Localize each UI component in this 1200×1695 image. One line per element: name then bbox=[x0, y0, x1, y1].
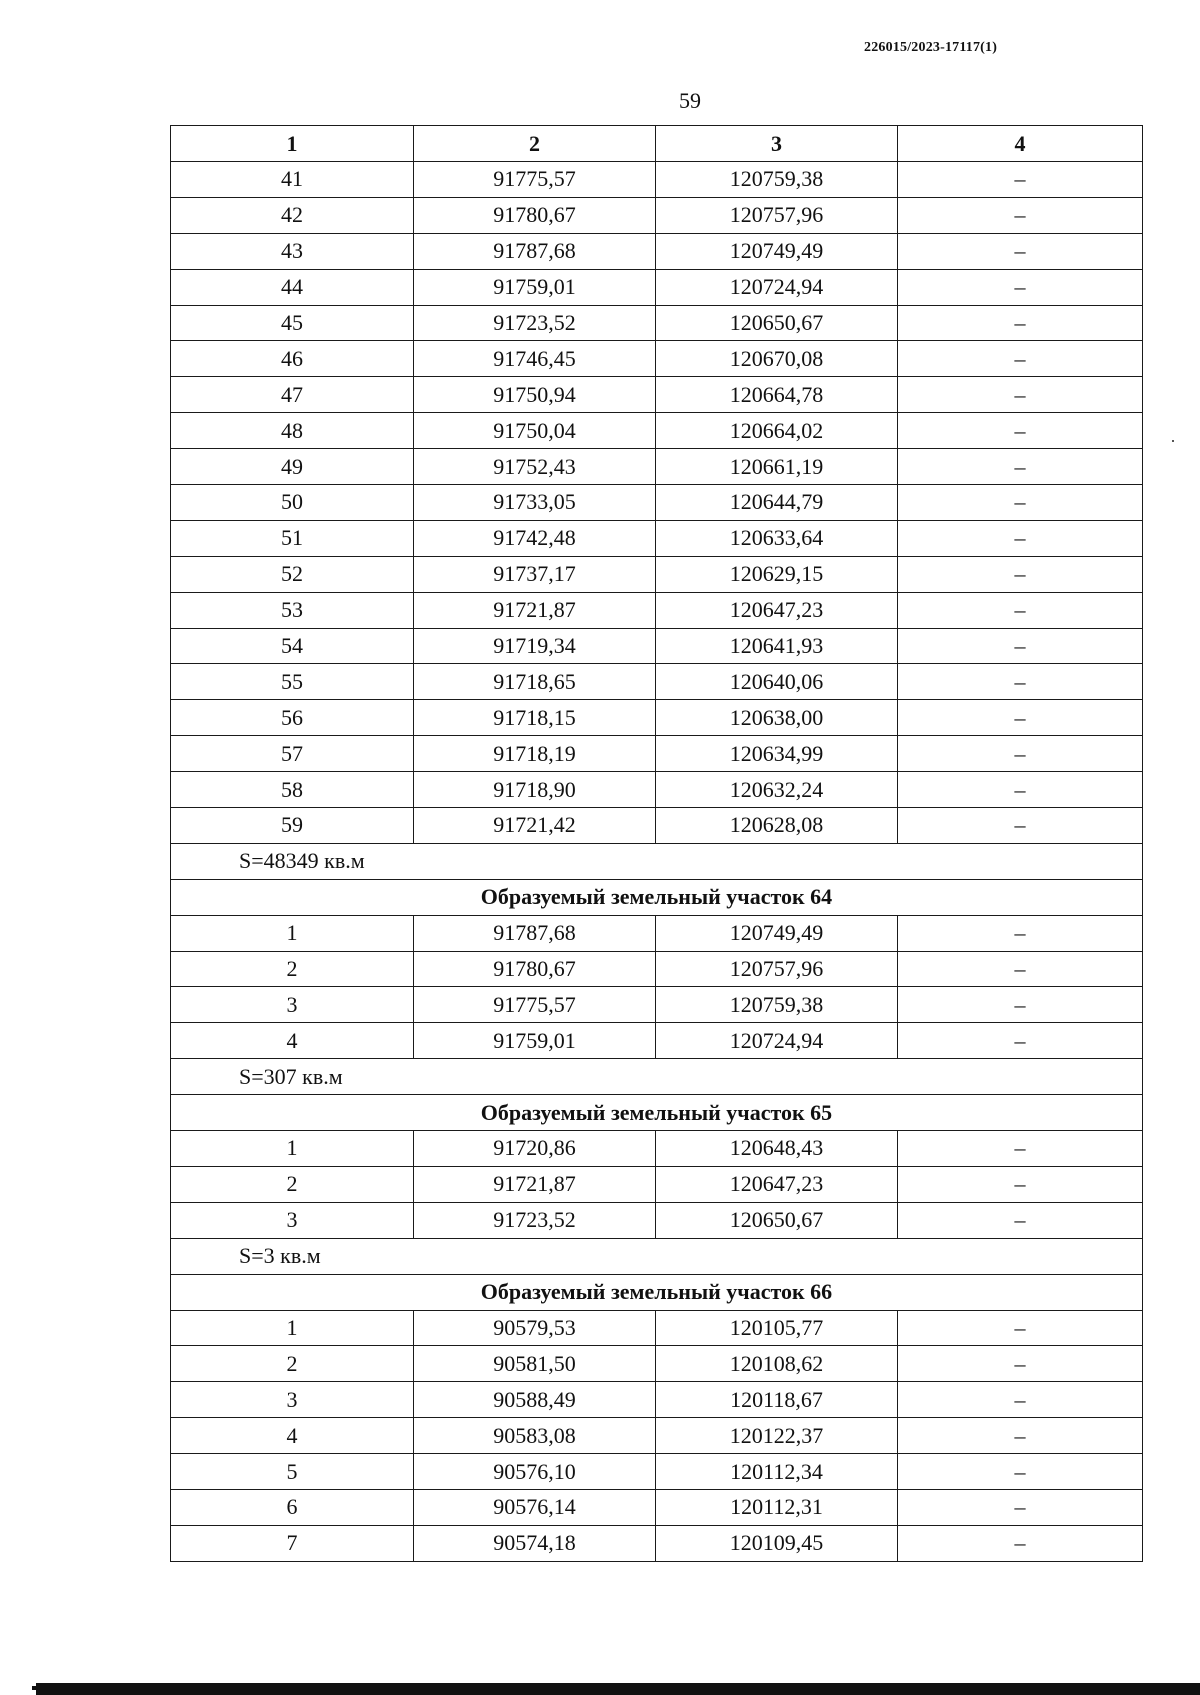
coordinate-y: 120632,24 bbox=[656, 772, 898, 808]
table-row bbox=[171, 1202, 1143, 1238]
coordinate-x: 91737,17 bbox=[414, 556, 656, 592]
coordinate-y: 120724,94 bbox=[656, 1023, 898, 1059]
table-row bbox=[171, 592, 1143, 628]
note-cell: – bbox=[898, 1166, 1143, 1202]
note-cell: – bbox=[898, 197, 1143, 233]
area-row bbox=[171, 843, 1143, 879]
note-cell: – bbox=[898, 1346, 1143, 1382]
note-cell: – bbox=[898, 1023, 1143, 1059]
column-header: 4 bbox=[898, 126, 1143, 162]
coordinate-x: 91718,19 bbox=[414, 736, 656, 772]
area-row bbox=[171, 1238, 1143, 1274]
point-number: 47 bbox=[171, 377, 414, 413]
coordinate-y: 120634,99 bbox=[656, 736, 898, 772]
table-row bbox=[171, 808, 1143, 844]
point-number: 43 bbox=[171, 233, 414, 269]
point-number: 57 bbox=[171, 736, 414, 772]
table-row bbox=[171, 197, 1143, 233]
coordinate-y: 120757,96 bbox=[656, 197, 898, 233]
point-number: 58 bbox=[171, 772, 414, 808]
coordinate-x: 91746,45 bbox=[414, 341, 656, 377]
point-number: 2 bbox=[171, 1346, 414, 1382]
point-number: 50 bbox=[171, 485, 414, 521]
table-row bbox=[171, 233, 1143, 269]
scan-bottom-edge bbox=[36, 1683, 1200, 1695]
note-cell: – bbox=[898, 485, 1143, 521]
point-number: 2 bbox=[171, 1166, 414, 1202]
coordinate-x: 91720,86 bbox=[414, 1131, 656, 1167]
table-row bbox=[171, 162, 1143, 198]
point-number: 49 bbox=[171, 449, 414, 485]
coordinate-x: 91733,05 bbox=[414, 485, 656, 521]
table-row bbox=[171, 305, 1143, 341]
table-row bbox=[171, 1418, 1143, 1454]
coordinate-y: 120650,67 bbox=[656, 1202, 898, 1238]
column-header: 1 bbox=[171, 126, 414, 162]
section-title: Образуемый земельный участок 64 bbox=[171, 879, 1143, 915]
point-number: 42 bbox=[171, 197, 414, 233]
section-title-row bbox=[171, 1095, 1143, 1131]
coordinate-x: 91721,87 bbox=[414, 592, 656, 628]
column-header: 2 bbox=[414, 126, 656, 162]
point-number: 6 bbox=[171, 1489, 414, 1525]
section-title: Образуемый земельный участок 65 bbox=[171, 1095, 1143, 1131]
coordinate-x: 91719,34 bbox=[414, 628, 656, 664]
table-row bbox=[171, 1131, 1143, 1167]
table-header-row bbox=[171, 126, 1143, 162]
area-value: S=3 кв.м bbox=[171, 1238, 1143, 1274]
coordinate-y: 120647,23 bbox=[656, 1166, 898, 1202]
table-body bbox=[171, 162, 1143, 1562]
coordinate-y: 120638,00 bbox=[656, 700, 898, 736]
table-row bbox=[171, 1346, 1143, 1382]
table-row bbox=[171, 951, 1143, 987]
table-row bbox=[171, 1489, 1143, 1525]
point-number: 1 bbox=[171, 1131, 414, 1167]
note-cell: – bbox=[898, 1202, 1143, 1238]
coordinate-x: 91787,68 bbox=[414, 915, 656, 951]
table-row bbox=[171, 628, 1143, 664]
point-number: 45 bbox=[171, 305, 414, 341]
table-row bbox=[171, 987, 1143, 1023]
note-cell: – bbox=[898, 1131, 1143, 1167]
point-number: 56 bbox=[171, 700, 414, 736]
point-number: 1 bbox=[171, 1310, 414, 1346]
document-number: 226015/2023-17117(1) bbox=[864, 40, 998, 55]
coordinate-x: 91775,57 bbox=[414, 987, 656, 1023]
note-cell: – bbox=[898, 162, 1143, 198]
point-number: 46 bbox=[171, 341, 414, 377]
note-cell: – bbox=[898, 1454, 1143, 1490]
point-number: 52 bbox=[171, 556, 414, 592]
note-cell: – bbox=[898, 556, 1143, 592]
area-row bbox=[171, 1059, 1143, 1095]
scan-speck bbox=[1172, 440, 1174, 442]
coordinate-y: 120112,34 bbox=[656, 1454, 898, 1490]
coordinate-x: 91775,57 bbox=[414, 162, 656, 198]
note-cell: – bbox=[898, 1310, 1143, 1346]
table-row bbox=[171, 449, 1143, 485]
coordinate-y: 120112,31 bbox=[656, 1489, 898, 1525]
table-row bbox=[171, 915, 1143, 951]
coordinate-x: 91759,01 bbox=[414, 1023, 656, 1059]
coordinate-y: 120749,49 bbox=[656, 915, 898, 951]
table-row bbox=[171, 413, 1143, 449]
coordinate-y: 120641,93 bbox=[656, 628, 898, 664]
note-cell: – bbox=[898, 1382, 1143, 1418]
table-row bbox=[171, 1525, 1143, 1561]
point-number: 53 bbox=[171, 592, 414, 628]
coordinate-y: 120647,23 bbox=[656, 592, 898, 628]
note-cell: – bbox=[898, 377, 1143, 413]
coordinate-x: 91742,48 bbox=[414, 520, 656, 556]
column-header: 3 bbox=[656, 126, 898, 162]
coordinate-y: 120105,77 bbox=[656, 1310, 898, 1346]
coordinate-y: 120759,38 bbox=[656, 987, 898, 1023]
coordinate-y: 120757,96 bbox=[656, 951, 898, 987]
note-cell: – bbox=[898, 951, 1143, 987]
coordinate-x: 91780,67 bbox=[414, 951, 656, 987]
section-title-row bbox=[171, 1274, 1143, 1310]
table-row bbox=[171, 736, 1143, 772]
table-row bbox=[171, 1454, 1143, 1490]
point-number: 59 bbox=[171, 808, 414, 844]
coordinate-y: 120109,45 bbox=[656, 1525, 898, 1561]
note-cell: – bbox=[898, 592, 1143, 628]
note-cell: – bbox=[898, 987, 1143, 1023]
point-number: 55 bbox=[171, 664, 414, 700]
table-row bbox=[171, 700, 1143, 736]
note-cell: – bbox=[898, 700, 1143, 736]
note-cell: – bbox=[898, 664, 1143, 700]
coordinate-x: 91759,01 bbox=[414, 269, 656, 305]
point-number: 51 bbox=[171, 520, 414, 556]
coordinate-y: 120664,78 bbox=[656, 377, 898, 413]
point-number: 1 bbox=[171, 915, 414, 951]
note-cell: – bbox=[898, 628, 1143, 664]
note-cell: – bbox=[898, 736, 1143, 772]
point-number: 3 bbox=[171, 1382, 414, 1418]
table-row bbox=[171, 1023, 1143, 1059]
point-number: 2 bbox=[171, 951, 414, 987]
point-number: 4 bbox=[171, 1418, 414, 1454]
coordinate-y: 120650,67 bbox=[656, 305, 898, 341]
coordinate-x: 91750,94 bbox=[414, 377, 656, 413]
point-number: 54 bbox=[171, 628, 414, 664]
note-cell: – bbox=[898, 520, 1143, 556]
coordinate-x: 91787,68 bbox=[414, 233, 656, 269]
coordinate-y: 120628,08 bbox=[656, 808, 898, 844]
note-cell: – bbox=[898, 305, 1143, 341]
coordinate-y: 120670,08 bbox=[656, 341, 898, 377]
table-row bbox=[171, 664, 1143, 700]
coordinate-x: 90581,50 bbox=[414, 1346, 656, 1382]
coordinate-x: 90576,10 bbox=[414, 1454, 656, 1490]
area-value: S=48349 кв.м bbox=[171, 843, 1143, 879]
coordinate-x: 90576,14 bbox=[414, 1489, 656, 1525]
note-cell: – bbox=[898, 1489, 1143, 1525]
coordinate-x: 90579,53 bbox=[414, 1310, 656, 1346]
point-number: 41 bbox=[171, 162, 414, 198]
coordinate-y: 120648,43 bbox=[656, 1131, 898, 1167]
coordinate-y: 120664,02 bbox=[656, 413, 898, 449]
note-cell: – bbox=[898, 1418, 1143, 1454]
note-cell: – bbox=[898, 772, 1143, 808]
coordinate-y: 120122,37 bbox=[656, 1418, 898, 1454]
coordinate-x: 91723,52 bbox=[414, 1202, 656, 1238]
point-number: 5 bbox=[171, 1454, 414, 1490]
table-row bbox=[171, 556, 1143, 592]
coordinates-table bbox=[170, 125, 1143, 1562]
coordinate-x: 90588,49 bbox=[414, 1382, 656, 1418]
point-number: 3 bbox=[171, 1202, 414, 1238]
coordinate-x: 91721,87 bbox=[414, 1166, 656, 1202]
table-row bbox=[171, 520, 1143, 556]
page-number: 59 bbox=[679, 88, 701, 113]
coordinate-y: 120108,62 bbox=[656, 1346, 898, 1382]
coordinate-y: 120640,06 bbox=[656, 664, 898, 700]
coordinate-y: 120749,49 bbox=[656, 233, 898, 269]
table-row bbox=[171, 1166, 1143, 1202]
coordinate-y: 120118,67 bbox=[656, 1382, 898, 1418]
coordinate-y: 120633,64 bbox=[656, 520, 898, 556]
note-cell: – bbox=[898, 808, 1143, 844]
coordinate-x: 91718,65 bbox=[414, 664, 656, 700]
area-value: S=307 кв.м bbox=[171, 1059, 1143, 1095]
coordinate-x: 91750,04 bbox=[414, 413, 656, 449]
note-cell: – bbox=[898, 1525, 1143, 1561]
note-cell: – bbox=[898, 341, 1143, 377]
point-number: 4 bbox=[171, 1023, 414, 1059]
point-number: 7 bbox=[171, 1525, 414, 1561]
table-row bbox=[171, 377, 1143, 413]
coordinate-y: 120629,15 bbox=[656, 556, 898, 592]
table-row bbox=[171, 772, 1143, 808]
note-cell: – bbox=[898, 413, 1143, 449]
coordinate-x: 91723,52 bbox=[414, 305, 656, 341]
coordinate-x: 90583,08 bbox=[414, 1418, 656, 1454]
point-number: 3 bbox=[171, 987, 414, 1023]
coordinate-y: 120759,38 bbox=[656, 162, 898, 198]
note-cell: – bbox=[898, 269, 1143, 305]
point-number: 48 bbox=[171, 413, 414, 449]
coordinate-x: 91752,43 bbox=[414, 449, 656, 485]
section-title: Образуемый земельный участок 66 bbox=[171, 1274, 1143, 1310]
note-cell: – bbox=[898, 449, 1143, 485]
table-row bbox=[171, 269, 1143, 305]
coordinate-y: 120661,19 bbox=[656, 449, 898, 485]
coordinate-y: 120724,94 bbox=[656, 269, 898, 305]
coordinate-x: 91718,90 bbox=[414, 772, 656, 808]
coordinate-x: 91780,67 bbox=[414, 197, 656, 233]
table-row bbox=[171, 1382, 1143, 1418]
section-title-row bbox=[171, 879, 1143, 915]
coordinate-x: 90574,18 bbox=[414, 1525, 656, 1561]
table-row bbox=[171, 341, 1143, 377]
coordinate-x: 91718,15 bbox=[414, 700, 656, 736]
note-cell: – bbox=[898, 915, 1143, 951]
point-number: 44 bbox=[171, 269, 414, 305]
table-row bbox=[171, 1310, 1143, 1346]
table-row bbox=[171, 485, 1143, 521]
coordinate-y: 120644,79 bbox=[656, 485, 898, 521]
note-cell: – bbox=[898, 233, 1143, 269]
coordinate-x: 91721,42 bbox=[414, 808, 656, 844]
